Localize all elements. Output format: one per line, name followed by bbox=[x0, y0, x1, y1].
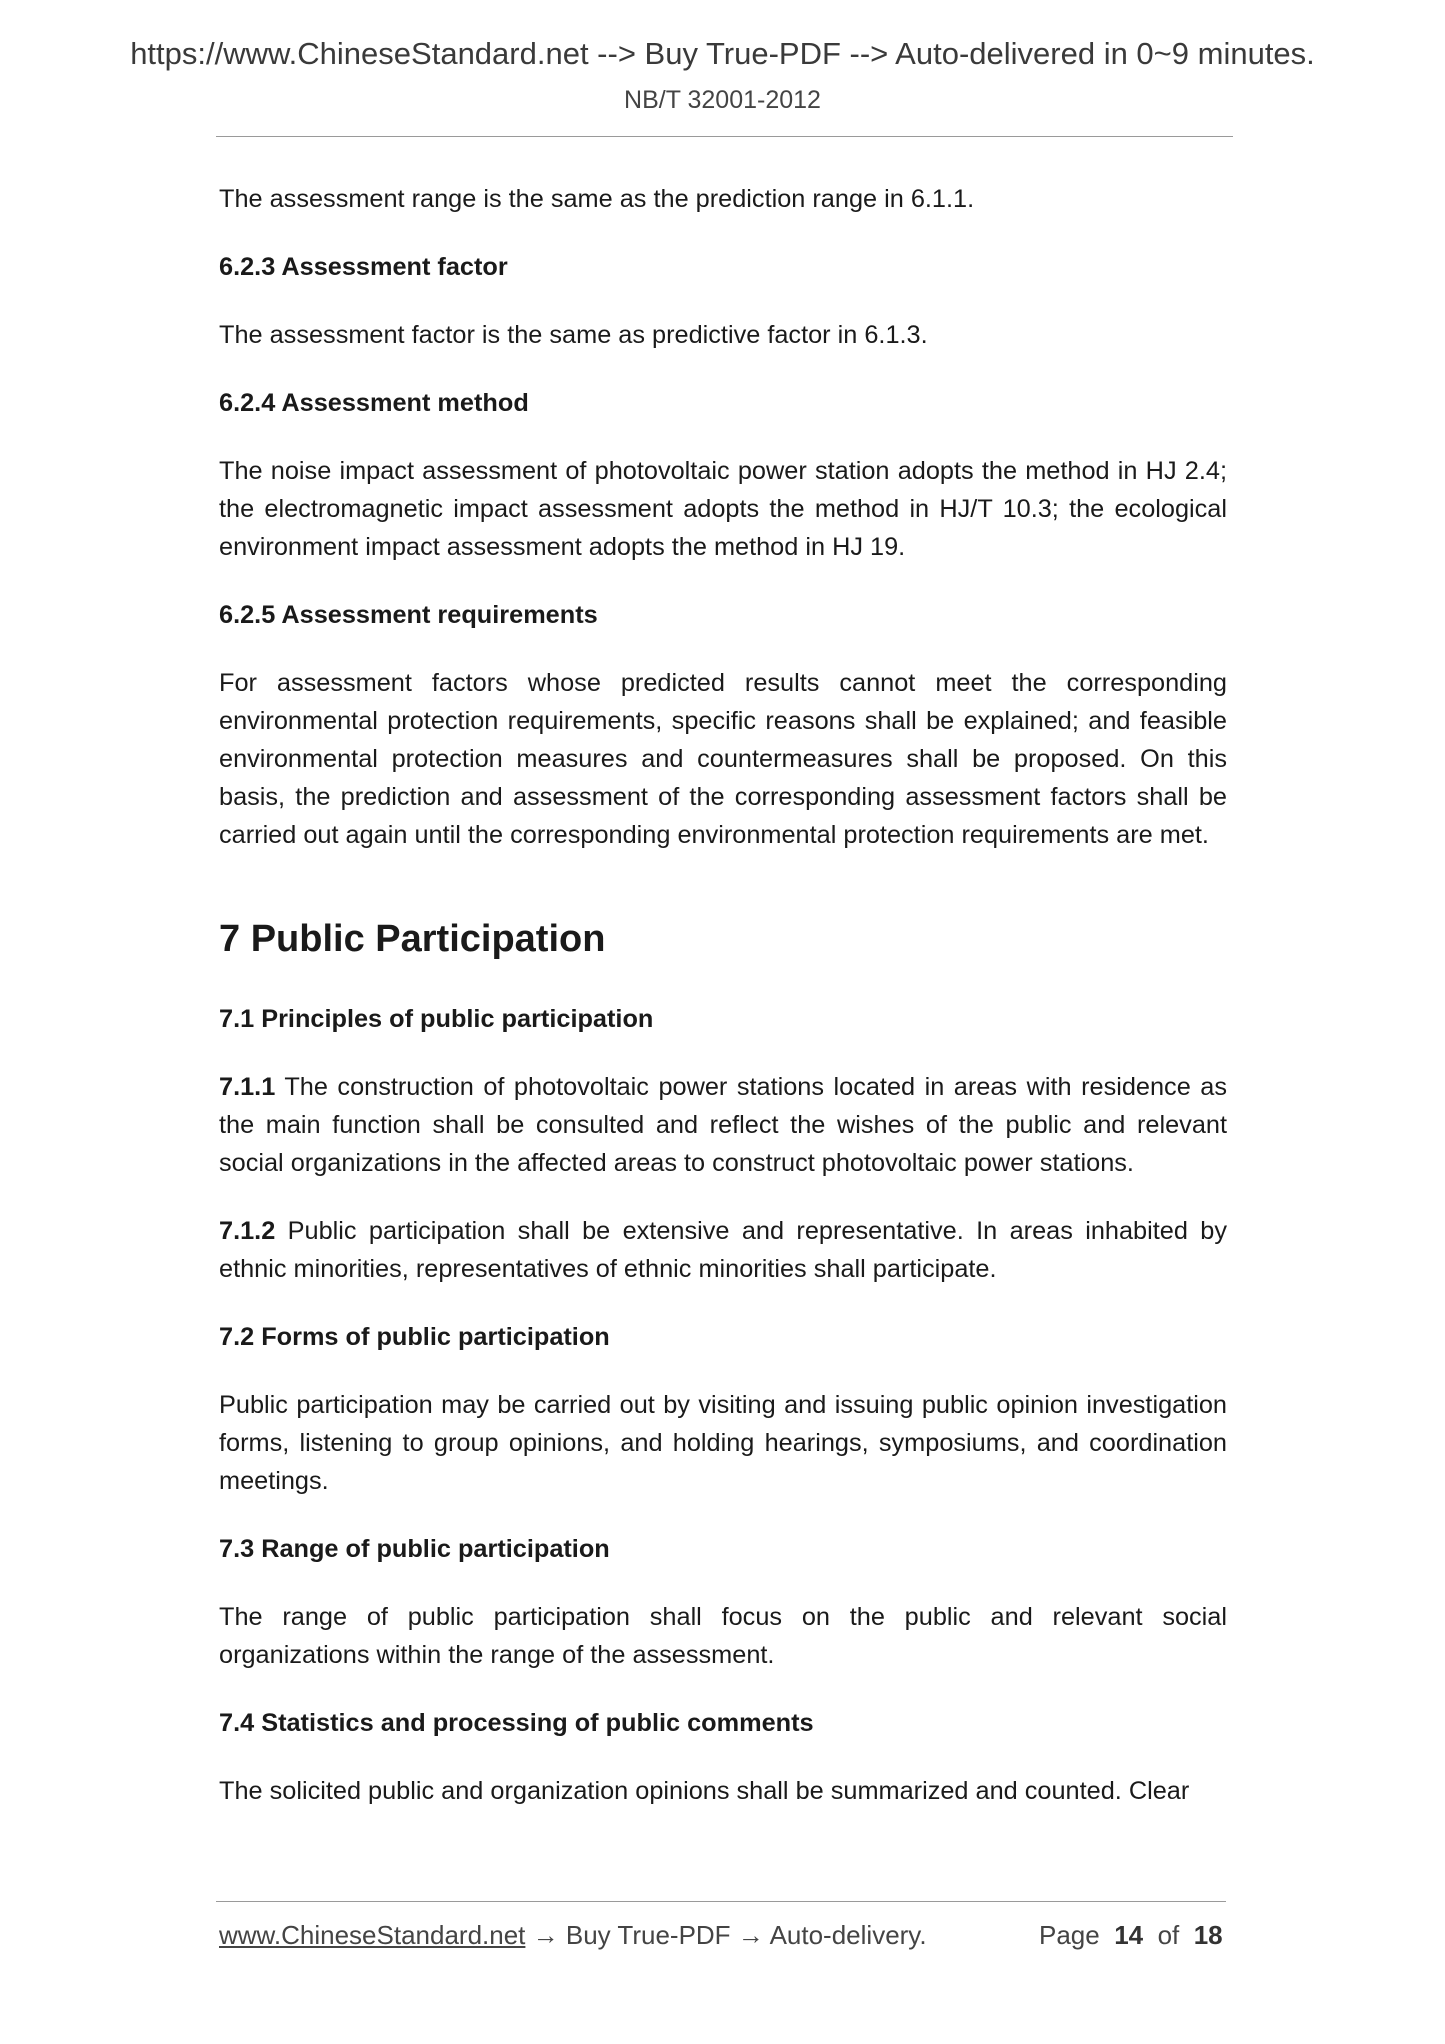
section-heading-7-3: 7.3 Range of public participation bbox=[219, 1535, 610, 1563]
footer-divider bbox=[216, 1901, 1226, 1902]
paragraph-participation-forms: Public participation may be carried out by visiting and issuing public opinion investigation forms, listening to group opinions, and holding hearings, symposiums, and coordination meetings. bbox=[219, 1391, 1227, 1495]
section-heading-6-2-3: 6.2.3 Assessment factor bbox=[219, 253, 508, 281]
footer-site-link[interactable]: www.ChineseStandard.net bbox=[219, 1920, 526, 1950]
paragraph-assessment-method: The noise impact assessment of photovoltaic power station adopts the method in HJ 2.4; the electromagnetic impact assessment adopts the method in HJ/T 10.3; the ecological environment impact assessment adopts the method in HJ 19. bbox=[219, 457, 1227, 561]
page-indicator bbox=[1039, 1920, 1223, 1951]
page-current: 14 bbox=[1114, 1920, 1144, 1950]
page-label: Page bbox=[1039, 1920, 1100, 1950]
paragraph-comments-statistics: The solicited public and organization opinions shall be summarized and counted. Clear bbox=[219, 1777, 1190, 1805]
clause-text: Public participation shall be extensive and representative. In areas inhabited by ethnic minorities, representatives of ethnic minorities shall participate. bbox=[219, 1217, 1227, 1283]
clause-7-1-2 bbox=[219, 1212, 1227, 1288]
header-banner[interactable]: https://www.ChineseStandard.net --> Buy True-PDF --> Auto-delivered in 0~9 minutes. bbox=[130, 36, 1315, 71]
paragraph-assessment-requirements: For assessment factors whose predicted results cannot meet the corresponding environmental protection requirements, specific reasons shall be explained; and feasible environmental protection measures and countermeasures shall be proposed. On this basis, the prediction and assessment of the corresponding assessment factors shall be carried out again until the corresponding environmental protection requirements are met. bbox=[219, 669, 1227, 849]
page-footer bbox=[219, 1920, 1227, 1951]
section-heading-7-2: 7.2 Forms of public participation bbox=[219, 1323, 610, 1351]
page-total: 18 bbox=[1193, 1920, 1223, 1950]
section-heading-6-2-4: 6.2.4 Assessment method bbox=[219, 389, 529, 417]
header-divider bbox=[216, 136, 1233, 137]
page-content bbox=[219, 180, 1227, 1810]
clause-number: 7.1.1 bbox=[219, 1073, 276, 1101]
chapter-heading-7: 7 Public Participation bbox=[219, 918, 606, 960]
footer-promo: → Buy True-PDF → Auto-delivery. bbox=[525, 1920, 927, 1950]
section-heading-6-2-5: 6.2.5 Assessment requirements bbox=[219, 601, 598, 629]
section-heading-7-4: 7.4 Statistics and processing of public comments bbox=[219, 1709, 814, 1737]
section-heading-7-1: 7.1 Principles of public participation bbox=[219, 1005, 654, 1033]
paragraph-assessment-range: The assessment range is the same as the prediction range in 6.1.1. bbox=[219, 185, 975, 213]
of-label: of bbox=[1157, 1920, 1180, 1950]
clause-7-1-1 bbox=[219, 1068, 1227, 1182]
paragraph-participation-range: The range of public participation shall focus on the public and relevant social organizations within the range of the assessment. bbox=[219, 1603, 1227, 1669]
clause-text: The construction of photovoltaic power stations located in areas with residence as the main function shall be consulted and reflect the wishes of the public and relevant social organizations in the affected areas to construct photovoltaic power stations. bbox=[219, 1073, 1227, 1177]
document-number: NB/T 32001-2012 bbox=[624, 86, 821, 114]
clause-number: 7.1.2 bbox=[219, 1217, 276, 1245]
paragraph-assessment-factor: The assessment factor is the same as predictive factor in 6.1.3. bbox=[219, 321, 928, 349]
